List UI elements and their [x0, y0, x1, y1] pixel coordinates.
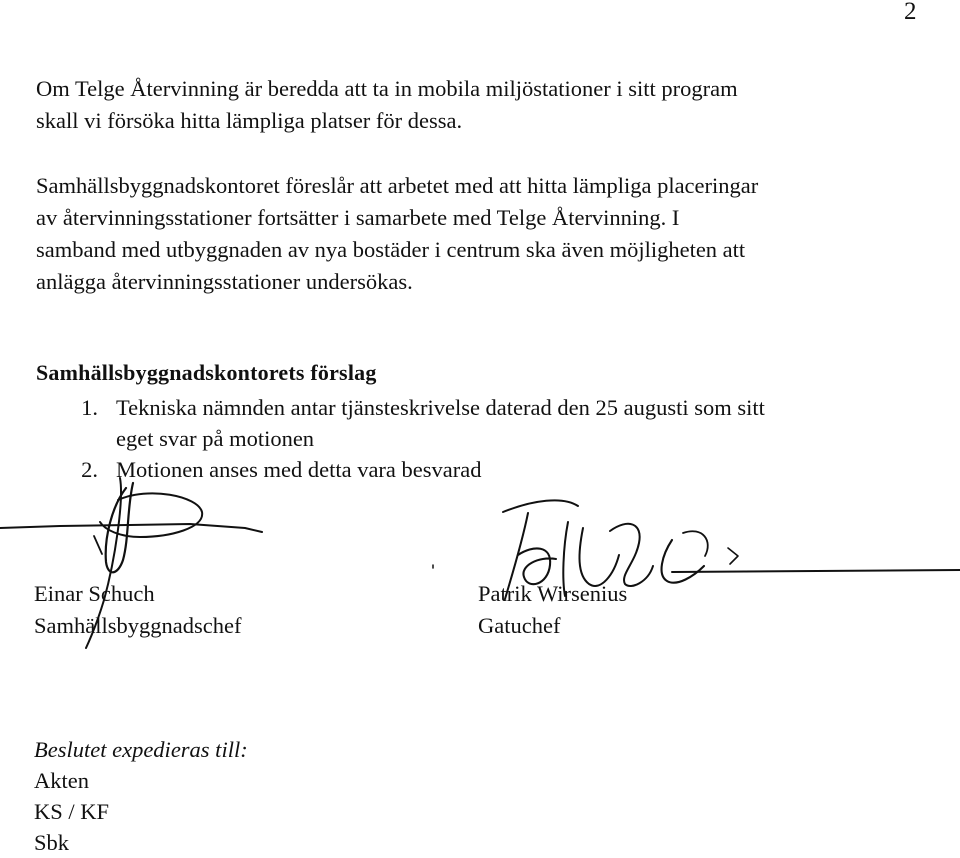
signatory-name: Patrik Wirsenius	[478, 581, 628, 606]
paragraph-line: Om Telge Återvinning är beredda att ta in mobila miljöstationer i sitt program	[36, 76, 738, 101]
proposal-item-line: Motionen anses med detta vara besvarad	[116, 457, 482, 482]
paragraph-line: av återvinningsstationer fortsätter i samarbete med Telge Återvinning. I	[36, 205, 680, 230]
signatory-right	[478, 578, 627, 642]
signatory-title: Samhällsbyggnadschef	[34, 613, 242, 638]
signatory-name: Einar Schuch	[34, 581, 155, 606]
distribution-recipient: KS / KF	[34, 799, 110, 824]
distribution-list	[34, 734, 248, 858]
signatory-title: Gatuchef	[478, 613, 561, 638]
proposal-list	[36, 392, 765, 485]
proposal-item	[36, 454, 765, 485]
paragraph-line: samband med utbyggnaden av nya bostäder i centrum ska även möjligheten att	[36, 237, 746, 262]
paragraph-line: skall vi försöka hitta lämpliga platser för dessa.	[36, 108, 463, 133]
proposal-item-text	[116, 392, 765, 454]
proposal-item-text	[116, 454, 765, 485]
paragraph-line: Samhällsbyggnadskontoret föreslår att arbetet med att hitta lämpliga placeringar	[36, 173, 759, 198]
paragraph-mobile-stations	[36, 73, 936, 137]
distribution-label: Beslutet expedieras till:	[34, 737, 248, 762]
proposal-item-line: Tekniska nämnden antar tjänsteskrivelse daterad den 25 augusti som sitt	[116, 395, 765, 420]
proposal-item-line: eget svar på motionen	[116, 426, 315, 451]
proposal-heading: Samhällsbyggnadskontorets förslag	[36, 360, 377, 385]
page-number: 2	[904, 0, 917, 25]
distribution-recipient: Akten	[34, 768, 89, 793]
paragraph-recycling-stations	[36, 170, 936, 298]
paragraph-line: anlägga återvinningsstationer undersökas.	[36, 269, 413, 294]
proposal-item	[36, 392, 765, 454]
distribution-recipient: Sbk	[34, 830, 70, 855]
proposal-item-number: 2.	[81, 457, 98, 482]
proposal-item-number: 1.	[81, 395, 98, 420]
signatory-left	[34, 578, 241, 642]
